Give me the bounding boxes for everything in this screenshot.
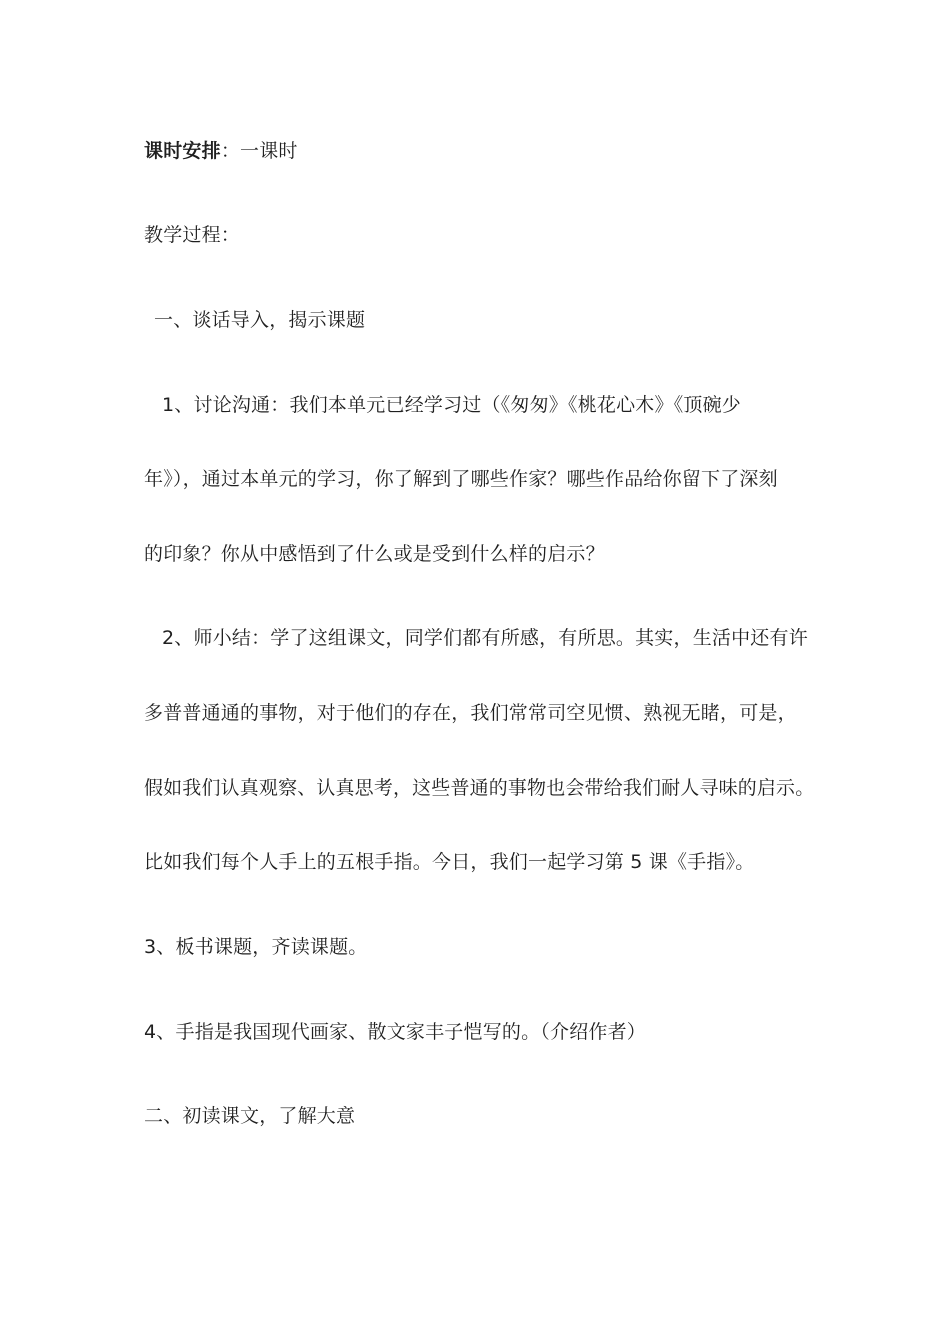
process-heading: 教学过程： <box>144 224 241 246</box>
schedule-label: 课时安排 <box>144 140 221 162</box>
item2-line3: 假如我们认真观察、认真思考，这些普通的事物也会带给我们耐人寻味的启示。 <box>144 777 815 799</box>
item1-line2: 年》），通过本单元的学习，你了解到了哪些作家？哪些作品给你留下了深刻 <box>144 468 778 490</box>
item2-line4: 比如我们每个人手上的五根手指。今日，我们一起学习第 5 课《手指》。 <box>144 851 755 873</box>
schedule-value: ：一课时 <box>220 140 298 162</box>
item2-line1: 2、师小结：学了这组课文，同学们都有所感，有所思。其实，生活中还有许 <box>162 627 808 649</box>
section1-heading: 一、谈话导入，揭示课题 <box>154 309 366 331</box>
item2-line2: 多普普通通的事物，对于他们的存在，我们常常司空见惯、熟视无睹，可是， <box>144 702 797 724</box>
item4-line: 4、手指是我国现代画家、散文家丰子恺写的。（介绍作者） <box>144 1021 646 1043</box>
schedule-line <box>144 139 298 163</box>
item1-line3: 的印象？你从中感悟到了什么或是受到什么样的启示？ <box>144 543 605 565</box>
section2-heading: 二、初读课文，了解大意 <box>144 1105 356 1127</box>
item1-line1: 1、讨论沟通：我们本单元已经学习过（《匆匆》《桃花心木》《顶碗少 <box>162 394 741 416</box>
item3-line: 3、板书课题，齐读课题。 <box>144 936 368 958</box>
